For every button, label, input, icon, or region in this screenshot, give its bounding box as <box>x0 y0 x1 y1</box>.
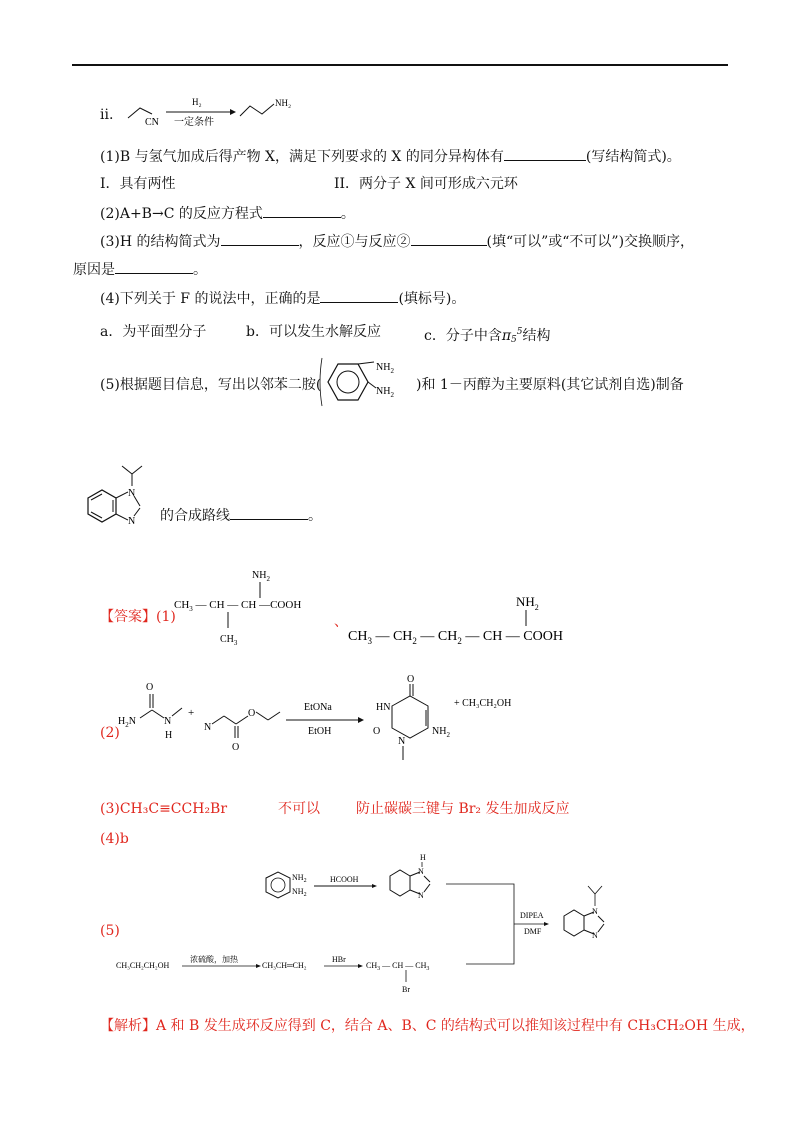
cn-label: CN <box>145 117 159 128</box>
formic-acid-reagent: HCOOH <box>330 875 359 884</box>
dipea-reagent: DIPEA <box>520 911 544 920</box>
svg-text:CH3 — CH2 — CH2 — CH — COOH: $CH_3$ — $CH_2$ — $CH_2$ — CH — COOH <box>348 629 563 646</box>
svg-text:N: N <box>592 931 598 940</box>
eto-na-reagent: EtONa <box>304 702 332 713</box>
answer-blank[interactable] <box>504 146 586 161</box>
answer-blank[interactable] <box>115 259 193 274</box>
svg-text:O: O <box>232 742 240 753</box>
question-5-end: 的合成路线 。 <box>160 505 322 525</box>
answer-2-label: (2) <box>100 725 120 741</box>
o-phenylenediamine-structure <box>318 356 422 412</box>
bromo-label: Br <box>402 985 410 994</box>
conc-sulfuric-condition: 浓硫酸，加热 <box>190 955 238 964</box>
condition-1: I．具有两性 <box>100 176 176 192</box>
svg-text:NH2: $NH_2$ <box>376 386 394 399</box>
q-intro-label: ii. <box>100 107 114 123</box>
svg-text:+: + <box>188 707 195 719</box>
svg-text:O: O <box>407 674 415 685</box>
answer-2-scheme <box>114 672 544 776</box>
answer-blank[interactable] <box>230 505 308 520</box>
svg-text:CH3 — CH — CH3: $CH_3$ — CH — $CH_3$ <box>366 961 430 972</box>
answer-blank[interactable] <box>411 231 487 246</box>
answer-blank[interactable] <box>221 231 299 246</box>
svg-text:N: N <box>164 716 172 727</box>
question-2: (2)A+B→C 的反应方程式 。 <box>100 203 355 223</box>
option-b: b．可以发生水解反应 <box>246 324 381 340</box>
svg-text:NH2: $NH_2$ <box>292 873 307 884</box>
etoh-solvent: EtOH <box>308 726 332 737</box>
answer-3-choice: 不可以 <box>278 801 320 817</box>
svg-text:H2N: $H_2N$ <box>118 716 136 729</box>
answer-5-synthesis-route <box>116 842 636 1002</box>
answer-blank[interactable] <box>263 203 341 218</box>
nh2-label: NH₂ <box>275 98 292 108</box>
h2-reagent: H₂ <box>192 97 202 107</box>
nitrile-to-amine-scheme <box>120 92 310 132</box>
answer-1-structure-b <box>348 588 618 648</box>
option-a: a．为平面型分子 <box>100 324 207 340</box>
svg-text:O: O <box>373 726 381 737</box>
svg-text:NH2: $NH_2$ <box>292 887 307 898</box>
dmf-solvent: DMF <box>524 927 542 936</box>
answer-blank[interactable] <box>320 288 398 303</box>
svg-text:N: N <box>418 867 424 876</box>
svg-text:NH2: $NH_2$ <box>516 594 539 612</box>
svg-text:NH2: $NH_2$ <box>252 570 270 583</box>
answer-3-structure: (3)CH₃C≡CCH₂Br <box>100 801 228 817</box>
svg-text:H: H <box>165 730 173 741</box>
hbr-reagent: HBr <box>332 955 346 964</box>
propanol: CH₃CH₂CH₂OH <box>116 961 170 970</box>
question-4: (4)下列关于 F 的说法中，正确的是 (填标号)。 <box>100 288 465 308</box>
header-rule <box>72 64 728 66</box>
svg-text:O: O <box>146 682 154 693</box>
option-c: c．分子中含$\pi_5^5$结构 <box>424 327 551 345</box>
question-5-start: (5)根据题目信息，写出以邻苯二胺( <box>100 377 322 393</box>
answer-5-label: (5) <box>100 923 120 939</box>
svg-text:O: O <box>248 708 256 719</box>
answer-separator: 、 <box>334 614 348 630</box>
answer-4: (4)b <box>100 831 129 847</box>
propene: CH₃CH═CH₂ <box>262 961 307 970</box>
svg-text:HN: HN <box>376 702 391 713</box>
question-3: (3)H 的结构简式为 ，反应①与反应② (填“可以”或“不可以”)交换顺序， <box>100 231 694 251</box>
svg-text:N: N <box>398 736 406 747</box>
question-5-cont: )和 1－丙醇为主要原料(其它试剂自选)制备 <box>416 377 684 393</box>
answer-1-structure-a <box>172 562 342 652</box>
question-1: (1)B 与氢气加成后得产物 X，满足下列要求的 X 的同分异构体有 (写结构简式)。 <box>100 146 681 166</box>
svg-text:H: H <box>420 853 426 862</box>
ethanol-byproduct: + CH₃CH₂OH <box>454 698 512 709</box>
pi-5-5-symbol: $\pi_5^5$ <box>501 327 523 345</box>
svg-text:N: N <box>204 722 212 733</box>
condition-2: II．两分子 X 间可形成六元环 <box>334 176 518 192</box>
isopropylbenzimidazole-structure <box>74 460 160 542</box>
analysis-line: 【解析】A 和 B 发生成环反应得到 C，结合 A、B、C 的结构式可以推知该过程中有 CH₃CH₂OH 生成， <box>100 1018 755 1034</box>
condition-label: 一定条件 <box>174 117 214 128</box>
svg-text:N: N <box>128 516 136 527</box>
svg-text:N: N <box>418 891 424 900</box>
svg-text:NH2: $NH_2$ <box>376 362 394 375</box>
answer-3-reason: 防止碳碳三键与 Br₂ 发生加成反应 <box>356 801 570 817</box>
answer-tag: 【答案】(1) <box>100 609 176 625</box>
question-3-reason: 原因是 。 <box>73 259 207 279</box>
svg-text:N: N <box>128 488 136 499</box>
svg-text:N: N <box>592 907 598 916</box>
svg-text:NH2: $NH_2$ <box>432 726 450 739</box>
svg-text:CH3 — CH — CH —COOH: $CH_3$ — CH — CH —COOH <box>174 599 302 613</box>
svg-text:CH3: $CH_3$ <box>220 634 238 647</box>
